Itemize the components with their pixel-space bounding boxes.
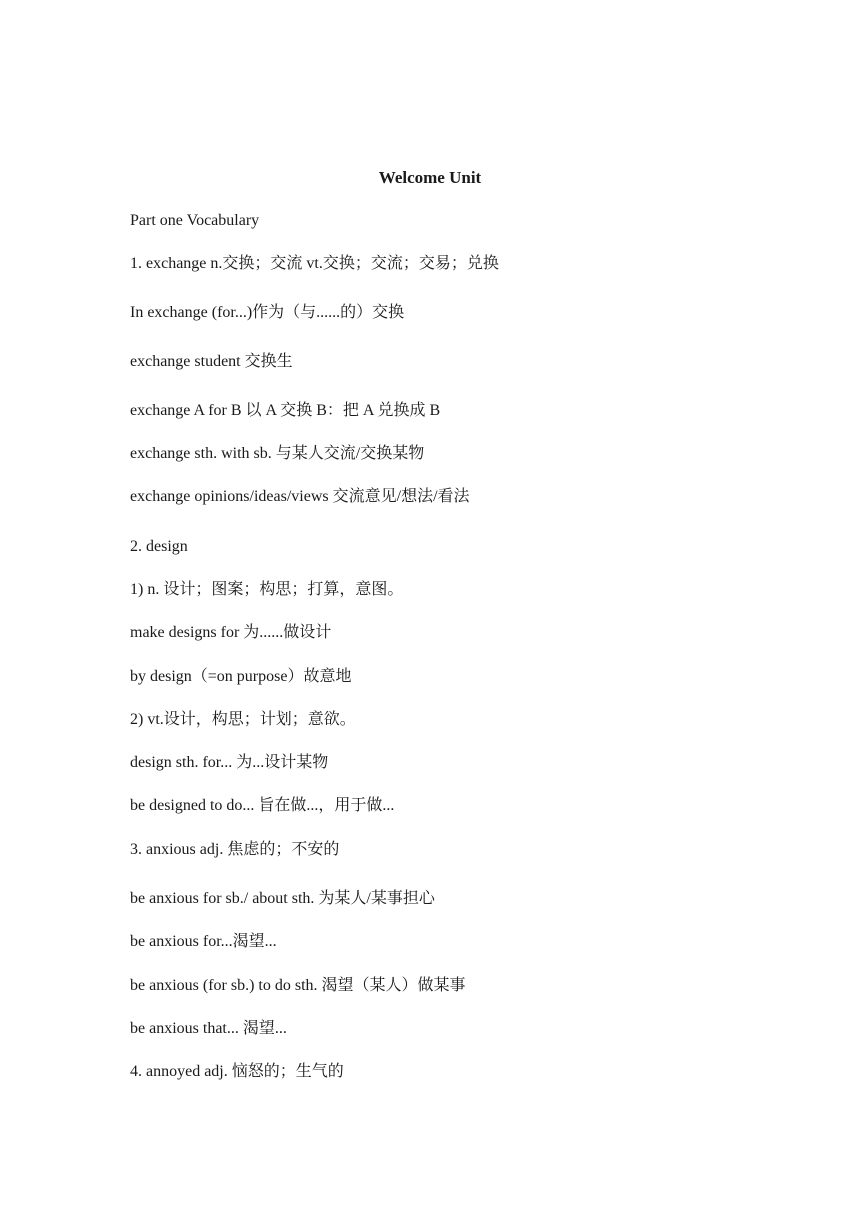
vocab-phrase: exchange student 交换生	[130, 353, 293, 370]
vocab-phrase: exchange opinions/ideas/views 交流意见/想法/看法	[130, 488, 470, 505]
vocab-phrase: be designed to do... 旨在做...，用于做...	[130, 797, 395, 814]
vocab-phrase: exchange sth. with sb. 与某人交流/交换某物	[130, 445, 425, 462]
vocab-phrase: be anxious (for sb.) to do sth. 渴望（某人）做某事	[130, 977, 466, 994]
vocab-phrase: make designs for 为......做设计	[130, 624, 332, 641]
vocab-entry-heading: 4. annoyed adj. 恼怒的；生气的	[130, 1063, 344, 1080]
document-title: Welcome Unit	[378, 168, 482, 187]
vocab-phrase: In exchange (for...)作为（与......的）交换	[130, 304, 405, 321]
vocab-entry-heading: 3. anxious adj. 焦虑的；不安的	[130, 841, 340, 858]
vocab-phrase: design sth. for... 为...设计某物	[130, 754, 329, 771]
section-heading: Part one Vocabulary	[130, 212, 260, 229]
vocab-phrase: exchange A for B 以 A 交换 B：把 A 兑换成 B	[130, 402, 441, 419]
vocab-entry-heading: 1. exchange n.交换；交流 vt.交换；交流；交易；兑换	[130, 255, 499, 272]
vocab-phrase: be anxious that... 渴望...	[130, 1020, 287, 1037]
vocab-sense: 1) n. 设计；图案；构思；打算，意图。	[130, 581, 404, 598]
vocab-entry-heading: 2. design	[130, 538, 188, 555]
vocab-phrase: by design（=on purpose）故意地	[130, 668, 352, 685]
vocab-phrase: be anxious for...渴望...	[130, 933, 277, 950]
vocab-sense: 2) vt.设计，构思；计划；意欲。	[130, 711, 356, 728]
vocab-phrase: be anxious for sb./ about sth. 为某人/某事担心	[130, 890, 435, 907]
